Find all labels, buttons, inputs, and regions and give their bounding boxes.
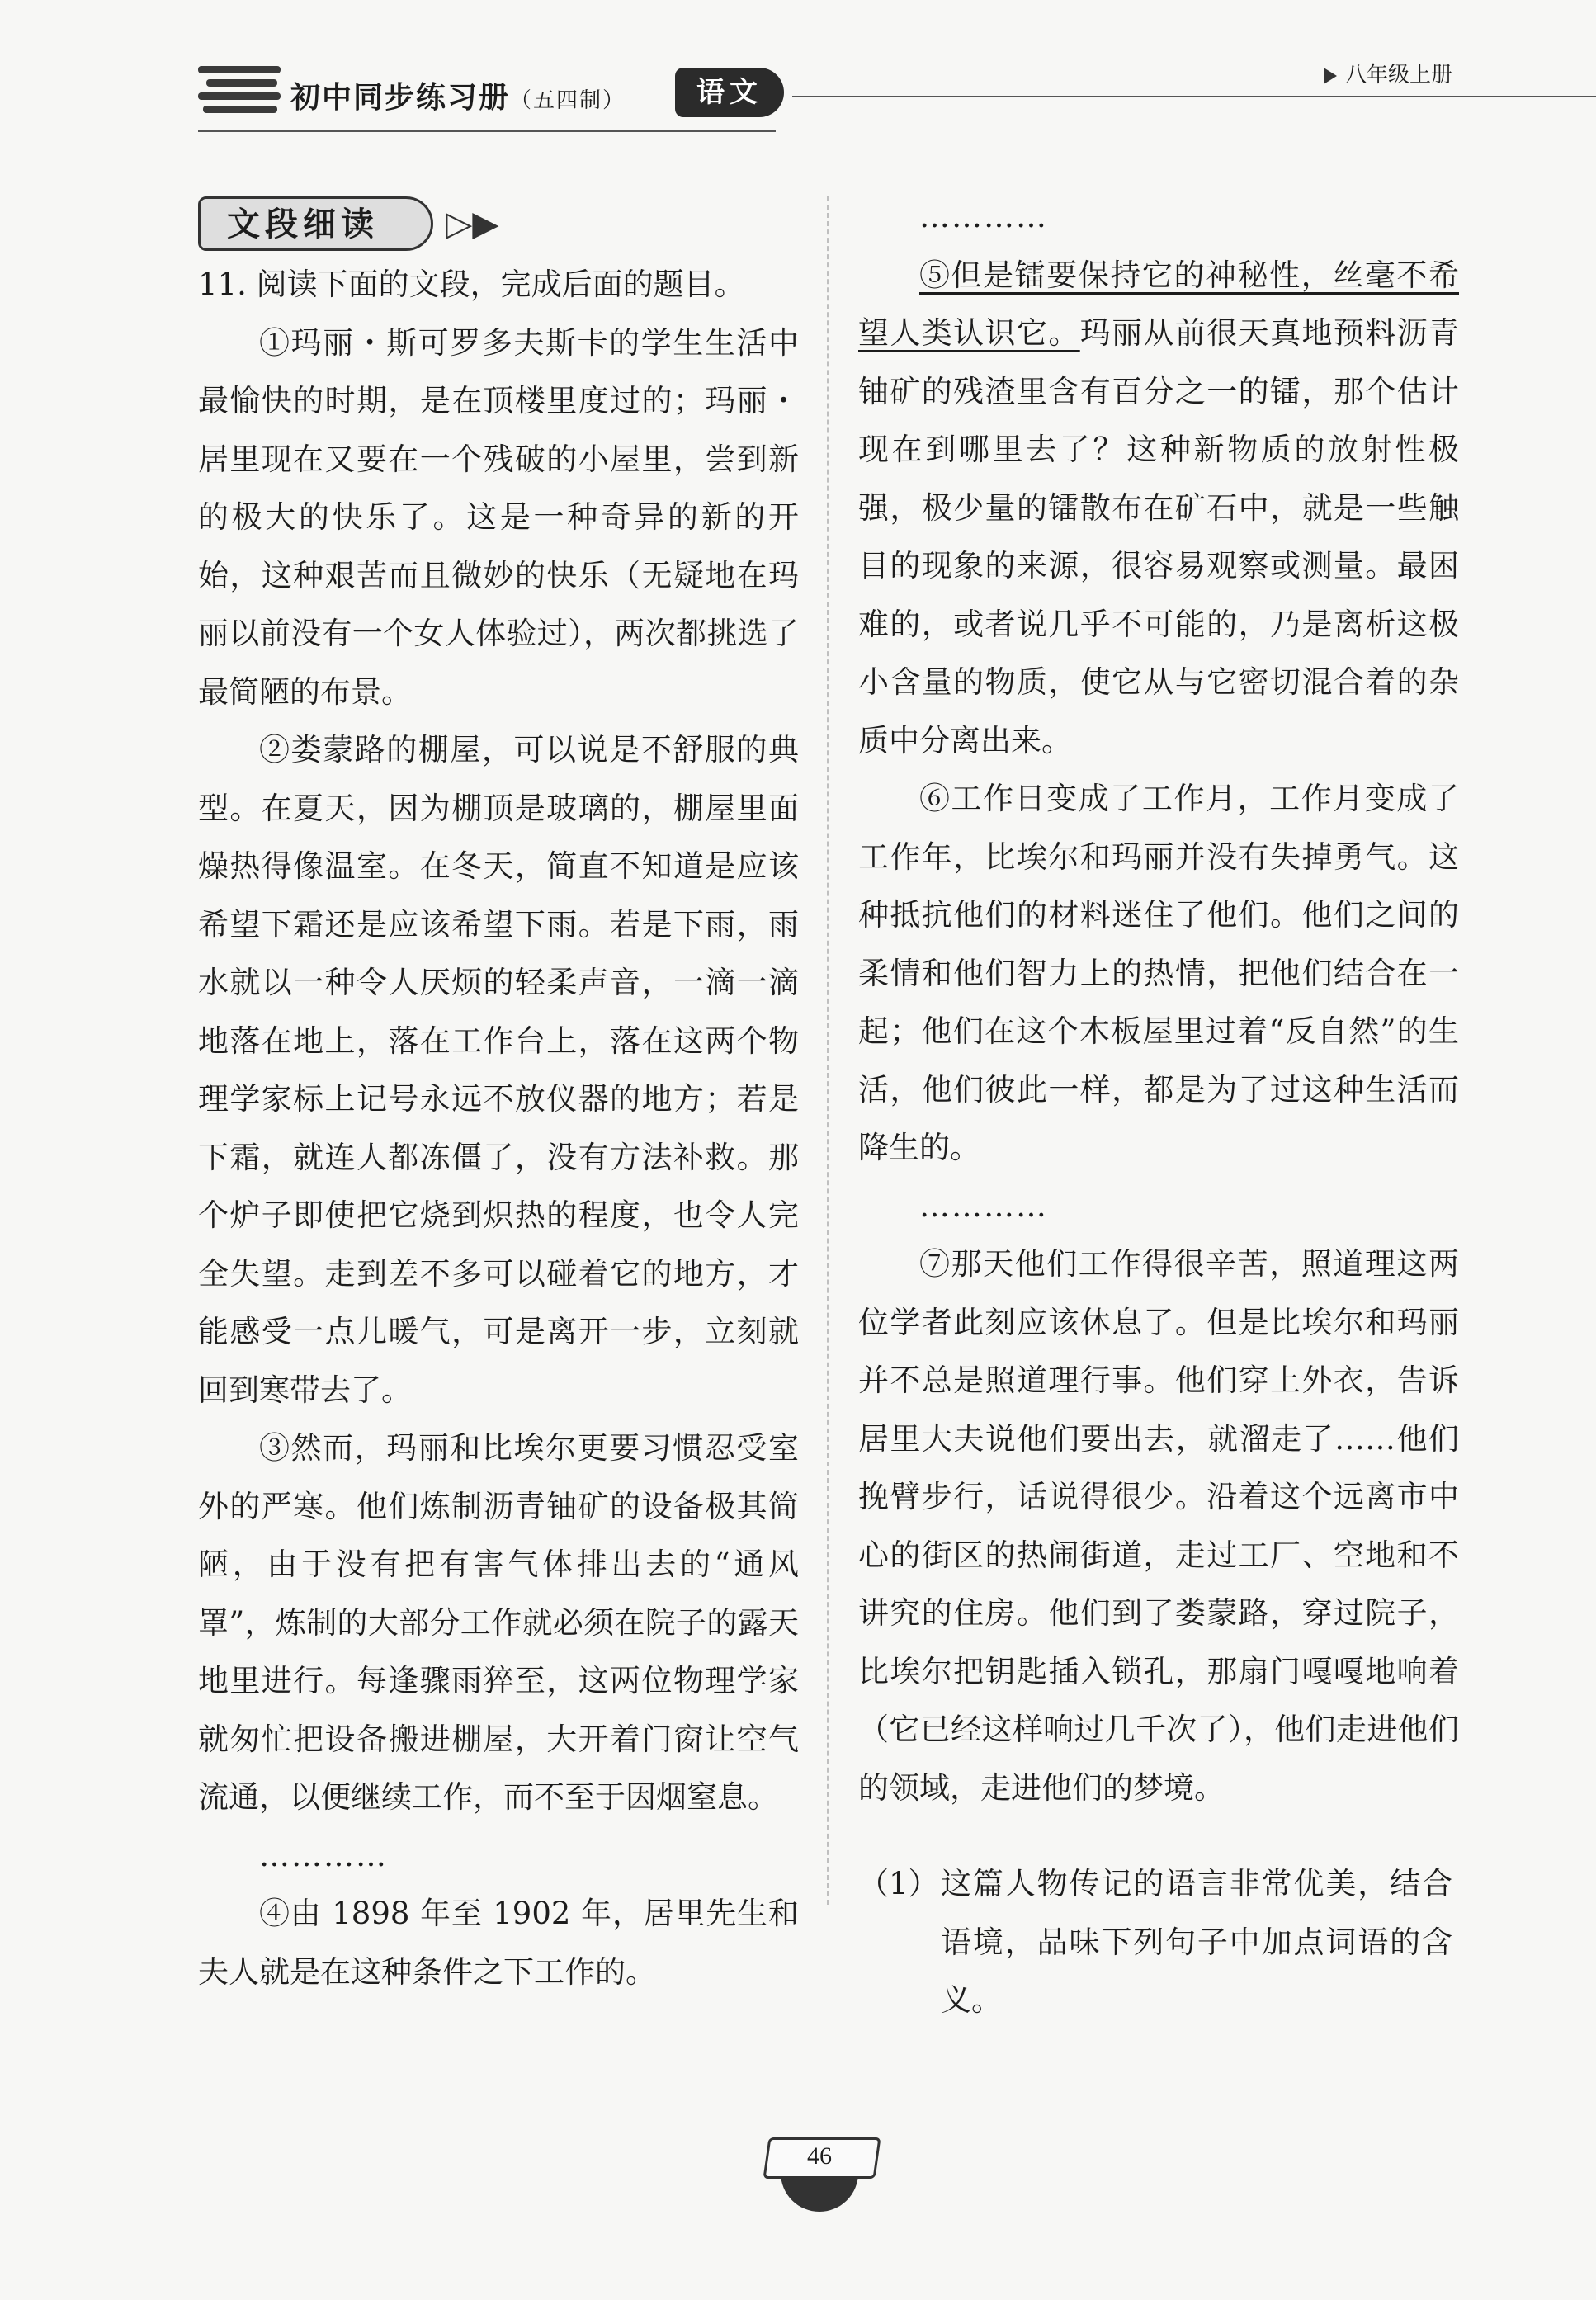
- ellipsis-separator: …………: [919, 199, 1048, 234]
- paragraph-6: ⑥工作日变成了工作月，工作月变成了工作年，比埃尔和玛丽并没有失掉勇气。这种抵抗他们的材料迷住了他们。他们之间的柔情和他们智力上的热情，把他们结合在一起；他们在这个木板屋里过着“反自然”的生活，他们彼此一样，都是为了过这种生活而降生的。: [858, 781, 1459, 1165]
- paragraph-4: ④由 1898 年至 1902 年，居里先生和夫人就是在这种条件之下工作的。: [198, 1896, 799, 1990]
- double-arrow-icon: ▷▶: [446, 203, 499, 243]
- book-title: [290, 74, 626, 116]
- ellipsis-separator: …………: [259, 1837, 388, 1873]
- sub-question-1: [858, 1855, 1459, 2030]
- books-icon: [198, 66, 281, 124]
- paragraph-7: ⑦那天他们工作得很辛苦，照道理这两位学者此刻应该休息了。但是比埃尔和玛丽并不总是照道理行事。他们穿上外衣，告诉居里大夫说他们要出去，就溜走了……他们挽臂步行，话说得很少。沿着这个远离市中心的街区的热闹街道，走过工厂、空地和不讲究的住房。他们到了娄蒙路，穿过院子，比埃尔把钥匙插入锁孔，那扇门嘎嘎地响着（它已经这样响过几千次了），他们走进他们的领域，走进他们的梦境。: [858, 1246, 1459, 1806]
- paragraph-5-rest: 玛丽从前很天真地预料沥青铀矿的残渣里含有百分之一的镭，那个估计现在到哪里去了？这种新物质的放射性极强，极少量的镭散布在矿石中，就是一些触目的现象的来源，很容易观察或测量。最困难的，或者说几乎不可能的，乃是离析这极小含量的物质，使它从与它密切混合着的杂质中分离出来。: [858, 315, 1460, 758]
- column-divider: [827, 196, 829, 1905]
- paragraph-2: ②娄蒙路的棚屋，可以说是不舒服的典型。在夏天，因为棚顶是玻璃的，棚屋里面燥热得像温室。在冬天，简直不知道是应该希望下霜还是应该希望下雨。若是下雨，雨水就以一种令人厌烦的轻柔声音，一滴一滴地落在地上，落在工作台上，落在这两个物理学家标上记号永远不放仪器的地方；若是下霜，就连人都冻僵了，没有方法补救。那个炉子即使把它烧到炽热的程度，也令人完全失望。走到差不多可以碰着它的地方，才能感受一点儿暖气，可是离开一步，立刻就回到寒带去了。: [198, 732, 799, 1408]
- section-header: [198, 196, 799, 256]
- sub-question-number: （1）: [858, 1866, 939, 1901]
- paragraph-1: ①玛丽・斯可罗多夫斯卡的学生生活中最愉快的时期，是在顶楼里度过的；玛丽・居里现在又要在一个残破的小屋里，尝到新的极大的快乐了。这是一种奇异的新的开始，这种艰苦而且微妙的快乐（无疑地在玛丽以前没有一个女人体验过），两次都挑选了最简陋的布景。: [198, 324, 799, 710]
- left-column: [198, 196, 799, 2001]
- header-underline: [198, 130, 776, 132]
- header-rule: [792, 96, 1596, 97]
- book-title-main: 初中同步练习册: [290, 80, 511, 115]
- section-tag: 文段细读: [198, 196, 433, 251]
- ellipsis-separator: …………: [919, 1188, 1048, 1224]
- grade-label: [1324, 58, 1452, 88]
- subject-badge: 语文: [675, 68, 784, 117]
- grade-text: 八年级上册: [1344, 63, 1452, 87]
- page-header: [198, 59, 1452, 134]
- right-column: [858, 196, 1459, 2030]
- paragraph-5: [858, 247, 1459, 771]
- underlined-sentence: ⑤但是镭要保持它的神秘性，丝毫不希望人类认识它。: [858, 257, 1459, 351]
- paragraph-3: ③然而，玛丽和比埃尔更要习惯忍受室外的严寒。他们炼制沥青铀矿的设备极其简陋，由于没有把有害气体排出去的“通风罩”，炼制的大部分工作就必须在院子的露天地里进行。每逢骤雨猝至，这两位物理学家就匆忙把设备搬进棚屋，大开着门窗让空气流通，以便继续工作，而不至于因烟窒息。: [198, 1430, 799, 1815]
- page-number: 46: [807, 2142, 832, 2170]
- play-triangle-icon: [1324, 68, 1337, 84]
- sub-question-text: 这篇人物传记的语言非常优美，结合语境，品味下列句子中加点词语的含义。: [941, 1866, 1452, 2018]
- page-number-badge: [758, 2129, 881, 2220]
- question-intro: 11. 阅读下面的文段，完成后面的题目。: [198, 267, 745, 302]
- book-title-subtitle: （五四制）: [510, 88, 626, 113]
